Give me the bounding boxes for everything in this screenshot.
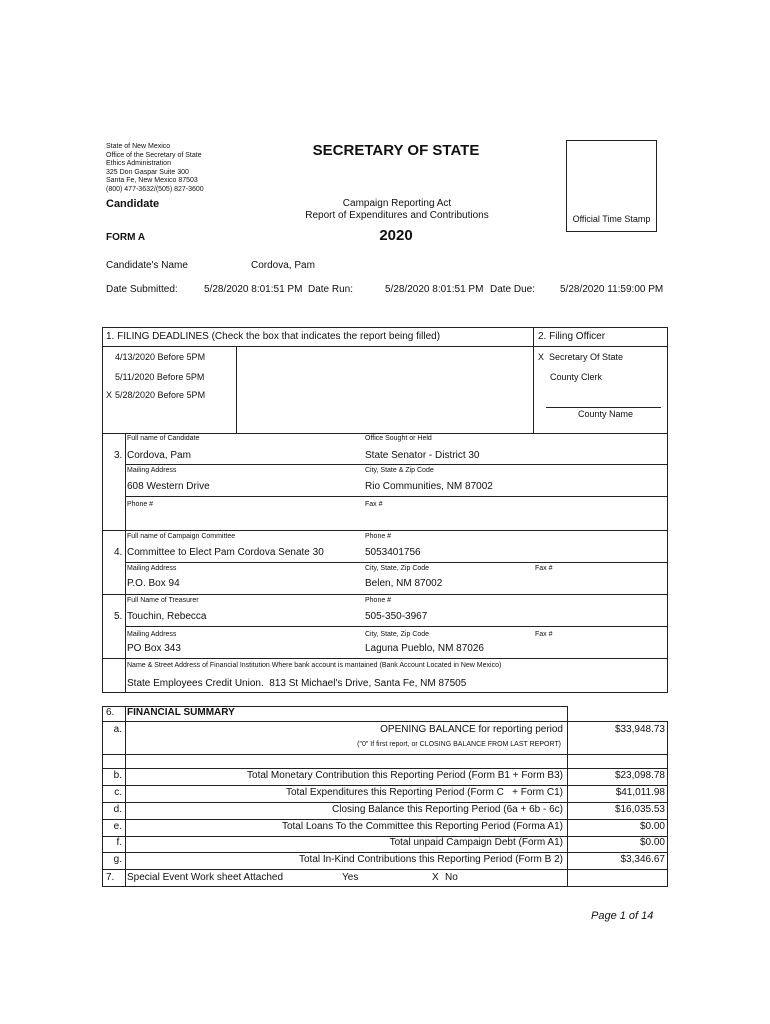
special-event-no-label: No xyxy=(445,872,458,883)
candidate-fullname-label: Full name of Candidate xyxy=(127,435,200,442)
row-rule xyxy=(125,464,668,465)
summary-row-value: $3,346.67 xyxy=(620,854,665,865)
summary-left-border xyxy=(102,706,103,887)
summary-row-value: $0.00 xyxy=(639,837,665,848)
treasurer-name-value: Touchin, Rebecca xyxy=(127,611,207,622)
section-number: 3. xyxy=(114,450,123,461)
deadline-option-label: 4/13/2020 Before 5PM xyxy=(115,352,206,362)
deadline-option-label: 5/11/2020 Before 5PM xyxy=(115,372,205,382)
summary-row-rule xyxy=(102,869,668,870)
city-state-zip-label: City, State & Zip Code xyxy=(365,467,434,474)
committee-name-label: Full name of Campaign Committee xyxy=(127,533,236,540)
mailing-address-value: PO Box 343 xyxy=(127,643,181,654)
section-number: 5. xyxy=(114,611,123,622)
mailing-address-label: Mailing Address xyxy=(127,467,177,474)
phone-label: Phone # xyxy=(127,501,154,508)
mailing-address-label: Mailing Address xyxy=(127,631,177,638)
summary-row-value: $23,098.78 xyxy=(614,770,665,781)
row-letter: b. xyxy=(113,770,122,781)
row-letter: e. xyxy=(113,821,122,832)
summary-row-label: Total Loans To the Committee this Reporting Period (Forma A1) xyxy=(281,821,563,832)
official-time-stamp-box xyxy=(566,140,657,232)
row-rule xyxy=(125,496,668,497)
filing-officer-divider xyxy=(533,327,534,433)
report-name: Report of Expenditures and Contributions xyxy=(305,210,489,221)
summary-row-rule xyxy=(102,754,668,755)
summary-row-label: Total Monetary Contribution this Reporting Period (Form B1 + Form B3) xyxy=(247,770,563,781)
county-name-label: County Name xyxy=(577,409,634,419)
opening-balance-note: ("0" If first report, or CLOSING BALANCE FROM LAST REPORT) xyxy=(357,741,561,748)
office-title: SECRETARY OF STATE xyxy=(312,142,480,159)
special-event-no-mark: X xyxy=(432,872,439,883)
date-run-value: 5/28/2020 8:01:51 PM xyxy=(385,284,484,295)
group-rule xyxy=(102,530,668,531)
agency-line: Ethics Administration xyxy=(106,160,171,167)
deadline-option-label: 5/28/2020 Before 5PM xyxy=(115,390,206,400)
agency-line: Office of the Secretary of State xyxy=(106,151,202,159)
section-number: 4. xyxy=(114,547,123,558)
phone-value: 5053401756 xyxy=(365,547,421,558)
date-due-value: 5/28/2020 11:59:00 PM xyxy=(560,284,664,295)
county-name-line xyxy=(546,407,661,408)
group-rule xyxy=(102,594,668,595)
date-due-label: Date Due: xyxy=(490,284,536,295)
summary-value-divider xyxy=(567,706,568,887)
agency-line: 325 Don Gaspar Suite 300 xyxy=(106,168,189,176)
row-letter: c. xyxy=(114,787,122,798)
summary-row-label: Total unpaid Campaign Debt (Form A1) xyxy=(389,837,563,848)
agency-line: State of New Mexico xyxy=(106,143,171,150)
summary-row-rule xyxy=(102,852,668,853)
filer-type: Candidate xyxy=(106,198,160,210)
phone-label: Phone # xyxy=(365,533,392,540)
summary-row-rule xyxy=(102,819,668,820)
deadline-column-divider xyxy=(236,346,237,433)
agency-address-block xyxy=(106,143,204,194)
opening-balance-value: $33,948.73 xyxy=(614,724,665,735)
row-letter: g. xyxy=(113,854,122,865)
row-letter: a. xyxy=(113,724,122,735)
summary-row-rule xyxy=(102,802,668,803)
deadline-check-mark: X xyxy=(106,390,113,400)
agency-line: (800) 477-3632/(505) 827-3600 xyxy=(106,185,204,193)
summary-letter-divider xyxy=(125,706,126,887)
filing-header-rule xyxy=(102,346,668,347)
page-number: Page 1 of 14 xyxy=(591,910,654,922)
summary-row-label: Closing Balance this Reporting Period (6a + 6b - 6c) xyxy=(332,804,563,815)
fax-label: Fax # xyxy=(535,631,553,638)
city-state-zip-value: Laguna Pueblo, NM 87026 xyxy=(365,643,484,654)
opening-balance-label: OPENING BALANCE for reporting period xyxy=(380,724,563,735)
special-event-label: Special Event Work sheet Attached xyxy=(127,872,284,883)
fax-label: Fax # xyxy=(365,501,383,508)
bank-value: State Employees Credit Union. 813 St Michael's Drive, Santa Fe, NM 87505 xyxy=(127,678,467,689)
section-number: 6. xyxy=(106,707,115,718)
report-year: 2020 xyxy=(379,227,413,244)
section-number: 7. xyxy=(106,872,115,883)
office-sought-label: Office Sought or Held xyxy=(365,435,432,442)
mailing-address-value: 608 Western Drive xyxy=(127,481,210,492)
row-rule xyxy=(125,626,668,627)
row-letter: d. xyxy=(113,804,122,815)
mailing-address-label: Mailing Address xyxy=(127,565,177,572)
summary-row-rule xyxy=(102,768,668,769)
mailing-address-value: P.O. Box 94 xyxy=(127,578,180,589)
summary-row-value: $16,035.53 xyxy=(614,804,665,815)
summary-row-rule xyxy=(102,886,668,887)
bank-label: Name & Street Address of Financial Institution Where bank account is mantained (Bank Account Located in New Mexico) xyxy=(127,662,502,669)
phone-value: 505-350-3967 xyxy=(365,611,428,622)
summary-right-border xyxy=(667,721,668,887)
candidate-name-value: Cordova, Pam xyxy=(251,260,315,271)
row-rule xyxy=(125,562,668,563)
filing-officer-heading: 2. Filing Officer xyxy=(538,331,606,342)
summary-row-value: $0.00 xyxy=(639,821,665,832)
candidate-name-label: Candidate's Name xyxy=(106,260,188,271)
officer-check-mark: X xyxy=(538,352,545,362)
officer-option-label: County Clerk xyxy=(550,372,603,382)
stamp-label: Official Time Stamp xyxy=(572,214,651,224)
special-event-yes-label: Yes xyxy=(342,872,359,883)
row-letter: f. xyxy=(116,837,122,848)
date-run-label: Date Run: xyxy=(308,284,354,295)
summary-row-label: Total In-Kind Contributions this Reporting Period (Form B 2) xyxy=(298,854,563,865)
summary-row-label: Total Expenditures this Reporting Period (Form C + Form C1) xyxy=(285,787,563,798)
summary-row-rule xyxy=(102,721,668,722)
summary-row-value: $41,011.98 xyxy=(615,787,665,798)
agency-line: Santa Fe, New Mexico 87503 xyxy=(106,177,198,184)
treasurer-name-label: Full Name of Treasurer xyxy=(127,597,199,604)
financial-summary-heading: FINANCIAL SUMMARY xyxy=(127,707,235,718)
group-rule xyxy=(102,658,668,659)
date-submitted-label: Date Submitted: xyxy=(106,284,178,295)
act-name: Campaign Reporting Act xyxy=(342,198,452,209)
candidate-fullname-value: Cordova, Pam xyxy=(127,450,191,461)
city-state-zip-label: City, State, Zip Code xyxy=(365,565,430,572)
city-state-zip-value: Rio Communities, NM 87002 xyxy=(365,481,493,492)
city-state-zip-value: Belen, NM 87002 xyxy=(365,578,443,589)
form-label: FORM A xyxy=(106,232,146,243)
city-state-zip-label: City, State, Zip Code xyxy=(365,631,430,638)
summary-row-rule xyxy=(102,836,668,837)
date-submitted-value: 5/28/2020 8:01:51 PM xyxy=(204,284,303,295)
summary-row-rule xyxy=(102,785,668,786)
phone-label: Phone # xyxy=(365,597,392,604)
committee-name-value: Committee to Elect Pam Cordova Senate 30 xyxy=(127,547,324,558)
officer-option-label: Secretary Of State xyxy=(549,352,624,362)
fax-label: Fax # xyxy=(535,565,553,572)
filing-deadlines-heading: 1. FILING DEADLINES (Check the box that indicates the report being filled) xyxy=(106,331,441,342)
office-sought-value: State Senator - District 30 xyxy=(365,450,480,461)
